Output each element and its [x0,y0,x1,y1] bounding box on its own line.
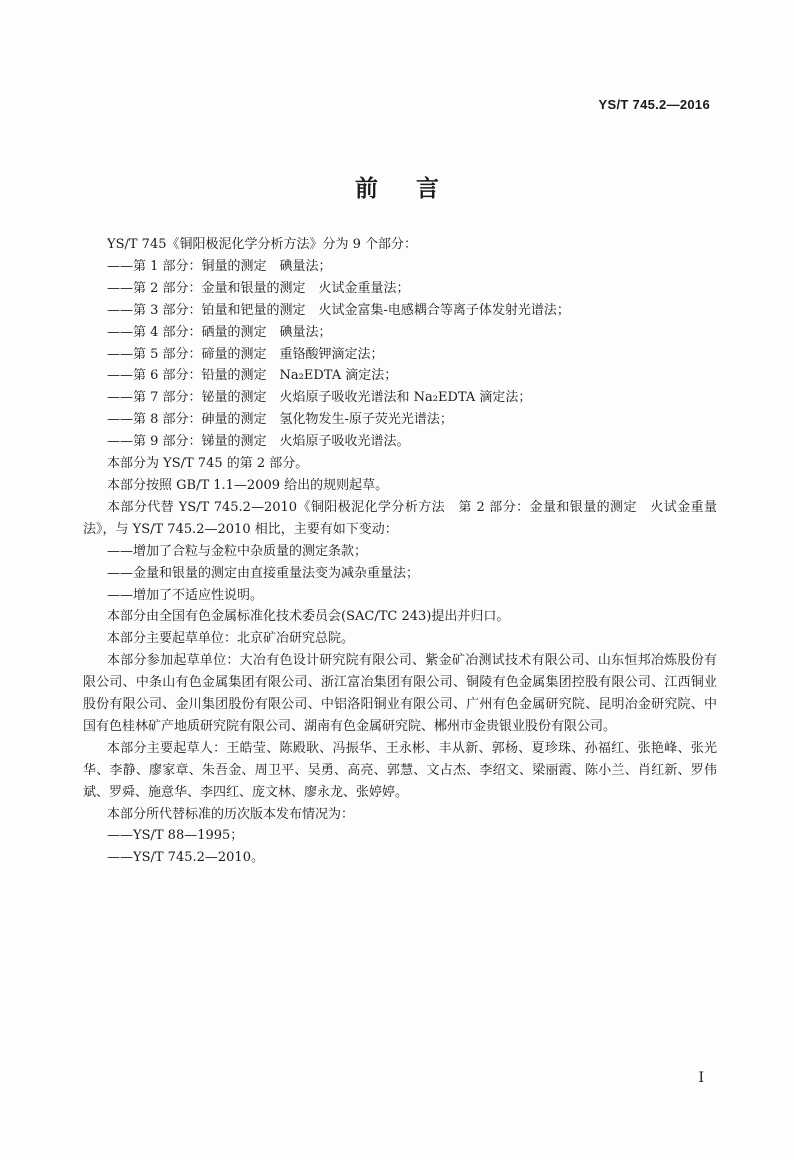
list-item: ——第 7 部分：铋量的测定 火焰原子吸收光谱法和 Na₂EDTA 滴定法； [107,390,532,406]
list-item: ——第 2 部分：金量和银量的测定 火试金重量法； [107,280,410,296]
standard-code: YS/T 745.2—2016 [598,97,710,112]
statement-proposed: 本部分由全国有色金属标准化技术委员会(SAC/TC 243)提出并归口。 [107,609,510,625]
changes-list [83,541,717,607]
page-number: I [698,1070,704,1086]
list-item: ——金量和银量的测定由直接重量法变为减杂重量法； [107,565,420,581]
statement-part: 本部分为 YS/T 745 的第 2 部分。 [107,456,309,472]
document-body [83,234,717,869]
history-list [83,825,717,869]
list-item: ——第 5 部分：碲量的测定 重铬酸钾滴定法； [107,346,384,362]
list-item: ——第 1 部分：铜量的测定 碘量法； [107,258,332,274]
parts-list [83,256,717,453]
list-item: ——YS/T 88—1995； [107,828,244,844]
page-title: 前言 [355,176,477,202]
list-item: ——第 8 部分：砷量的测定 氢化物发生-原子荧光光谱法； [107,412,453,428]
intro-line: YS/T 745《铜阳极泥化学分析方法》分为 9 个部分： [107,237,418,252]
list-item: ——第 6 部分：铅量的测定 Na₂EDTA 滴定法； [107,368,398,384]
statement-replace: 本部分代替 YS/T 745.2—2010《铜阳极泥化学分析方法 第 2 部分：金量和银量的测定 火试金重量法》，与 YS/T 745.2—2010 相比，主要有如下变动： [83,499,717,537]
statement-participants: 本部分参加起草单位：大冶有色设计研究院有限公司、紫金矿冶测试技术有限公司、山东恒邦冶炼股份有限公司、中条山有色金属集团有限公司、浙江富冶集团有限公司、铜陵有色金属集团控股有限公司、江西铜业股份有限公司、金川集团股份有限公司、中铝洛阳铜业有限公司、广州有色金属研究院、昆明冶金研究院、中国有色桂林矿产地质研究院有限公司、湖南有色金属研究院、郴州市金贵银业股份有限公司。 [83,653,717,734]
list-item: ——增加了不适应性说明。 [107,587,264,603]
statement-history: 本部分所代替标准的历次版本发布情况为： [107,806,355,822]
list-item: ——第 3 部分：铂量和钯量的测定 火试金富集-电感耦合等离子体发射光谱法； [107,302,570,318]
statement-main-unit: 本部分主要起草单位：北京矿冶研究总院。 [107,631,355,647]
statement-drafters: 本部分主要起草人：王皓莹、陈殿耿、冯振华、王永彬、丰从新、郭杨、夏珍珠、孙福红、张艳峰、张光华、李静、廖家章、朱吾金、周卫平、吴勇、高亮、郭慧、文占杰、李绍文、梁丽霞、陈小兰、肖红新、罗伟斌、罗舜、施意华、李四红、庞文林、廖永龙、张婷婷。 [83,740,717,800]
list-item: ——YS/T 745.2—2010。 [107,850,264,866]
statement-rules: 本部分按照 GB/T 1.1—2009 给出的规则起草。 [107,477,389,493]
list-item: ——第 9 部分：锑量的测定 火焰原子吸收光谱法。 [107,434,410,450]
list-item: ——增加了合粒与金粒中杂质量的测定条款； [107,543,368,559]
list-item: ——第 4 部分：硒量的测定 碘量法； [107,324,332,340]
